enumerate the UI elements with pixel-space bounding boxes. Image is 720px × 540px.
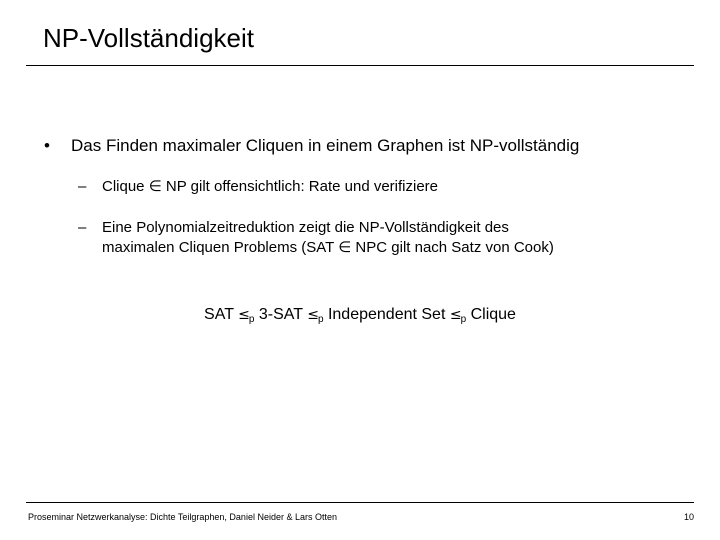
sub-bullet-text-line1: Eine Polynomialzeitreduktion zeigt die NP-Vollständigkeit des [102, 219, 509, 236]
subscript-p: p [248, 314, 255, 325]
main-bullet [44, 135, 579, 157]
subscript-p: p [317, 314, 324, 325]
sub-bullet-marker: – [78, 178, 87, 195]
formula-3sat: 3-SAT [258, 306, 303, 323]
leq-symbol: ≤ [449, 307, 462, 323]
sub-bullet-text-line2: maximalen Cliquen Problems (SAT ∈ NPC gilt nach Satz von Cook) [102, 239, 554, 256]
slide-title: NP-Vollständigkeit [43, 23, 254, 53]
formula-independent-set: Independent Set [327, 306, 446, 323]
sub-bullet-clique-np [78, 177, 438, 197]
title-divider [26, 65, 694, 66]
footer-divider [26, 502, 694, 503]
formula-sat: SAT [204, 306, 234, 323]
formula-clique: Clique [470, 306, 516, 323]
page-number: 10 [683, 512, 694, 522]
bullet-text: Das Finden maximaler Cliquen in einem Graphen ist NP-vollständig [71, 136, 580, 155]
footer-text: Proseminar Netzwerkanalyse: Dichte Teilgraphen, Daniel Neider & Lars Otten [28, 512, 337, 522]
sub-bullet-text: Clique ∈ NP gilt offensichtlich: Rate und verifiziere [102, 178, 439, 195]
sub-bullet-marker: – [78, 219, 87, 236]
leq-symbol: ≤ [307, 307, 319, 323]
reduction-chain [0, 304, 720, 331]
subscript-p: p [460, 314, 467, 325]
leq-symbol: ≤ [238, 307, 250, 323]
bullet-marker: • [44, 136, 50, 155]
sub-bullet-reduction [78, 218, 554, 258]
